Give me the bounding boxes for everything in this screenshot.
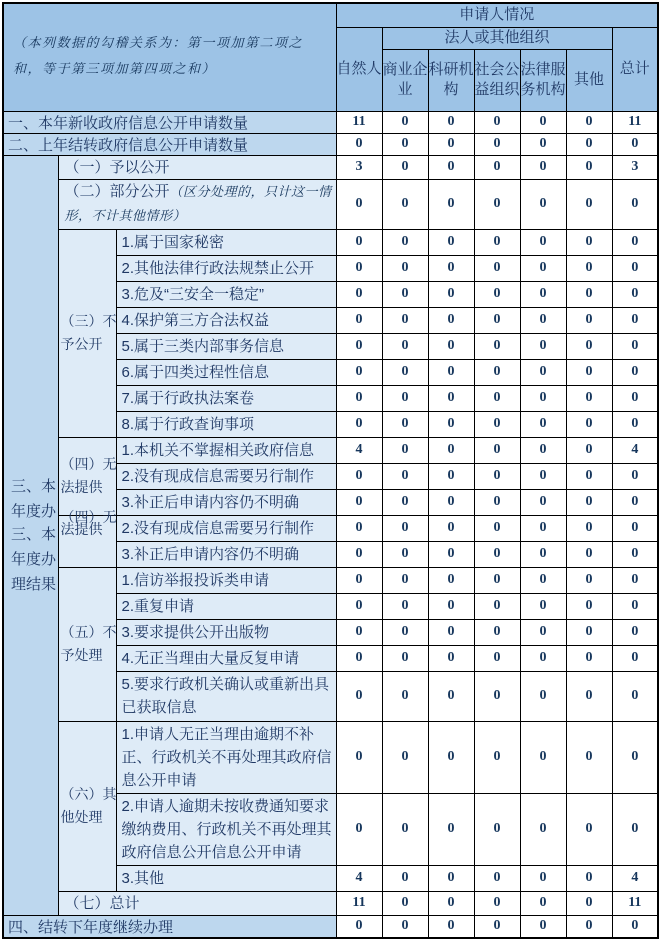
group-label: （二）部分公开（区分处理的，只计这一情形，不计其他情形） <box>58 179 336 229</box>
value-cell: 0 <box>474 411 520 437</box>
value-cell: 0 <box>428 793 474 865</box>
table-row <box>3 155 658 179</box>
value-cell: 0 <box>566 179 612 229</box>
value-cell: 0 <box>474 489 520 515</box>
value-cell: 0 <box>336 255 382 281</box>
value-cell: 0 <box>566 359 612 385</box>
value-cell: 0 <box>612 793 658 865</box>
value-cell: 0 <box>520 333 566 359</box>
value-cell: 0 <box>474 567 520 593</box>
item-label: 7.属于行政执法案卷 <box>116 385 336 411</box>
value-cell: 0 <box>612 541 658 567</box>
header-applicant: 申请人情况 <box>336 3 658 27</box>
value-cell: 0 <box>428 411 474 437</box>
value-cell: 0 <box>382 865 428 891</box>
value-cell: 0 <box>382 155 428 179</box>
value-cell: 0 <box>382 891 428 915</box>
value-cell: 0 <box>520 541 566 567</box>
value-cell: 0 <box>428 155 474 179</box>
value-cell: 0 <box>336 489 382 515</box>
value-cell: 0 <box>382 179 428 229</box>
value-cell: 0 <box>474 307 520 333</box>
value-cell: 0 <box>520 915 566 938</box>
value-cell: 0 <box>474 515 520 541</box>
value-cell: 0 <box>428 179 474 229</box>
group-label: （六）其 他处理 <box>58 721 116 891</box>
value-cell: 0 <box>336 793 382 865</box>
value-cell: 0 <box>382 359 428 385</box>
value-cell: 0 <box>566 915 612 938</box>
value-cell: 4 <box>612 865 658 891</box>
value-cell: 0 <box>612 593 658 619</box>
value-cell: 0 <box>428 515 474 541</box>
value-cell: 0 <box>382 229 428 255</box>
value-cell: 0 <box>566 133 612 155</box>
table-row <box>3 437 658 463</box>
section-label-artifact: 三、本 年度办 <box>11 477 57 520</box>
value-cell: 0 <box>612 619 658 645</box>
header-legal-org: 法人或其他组织 <box>382 27 612 49</box>
value-cell: 11 <box>612 111 658 133</box>
value-cell: 0 <box>474 155 520 179</box>
value-cell: 0 <box>336 333 382 359</box>
value-cell: 0 <box>566 111 612 133</box>
value-cell: 0 <box>520 891 566 915</box>
value-cell: 0 <box>566 567 612 593</box>
value-cell: 0 <box>566 255 612 281</box>
item-label: 3.补正后申请内容仍不明确 <box>116 541 336 567</box>
item-label: 3.其他 <box>116 865 336 891</box>
group-label-text: 法提供 <box>60 520 103 537</box>
item-label: 2.没有现成信息需要另行制作 <box>116 515 336 541</box>
value-cell: 0 <box>520 359 566 385</box>
header-legal-org-col: 其他 <box>566 49 612 111</box>
value-cell: 0 <box>428 359 474 385</box>
value-cell: 0 <box>428 541 474 567</box>
value-cell: 0 <box>336 515 382 541</box>
value-cell: 0 <box>520 721 566 793</box>
value-cell: 11 <box>612 891 658 915</box>
table-row <box>3 915 658 938</box>
value-cell: 0 <box>612 359 658 385</box>
value-cell: 3 <box>612 155 658 179</box>
value-cell: 0 <box>520 437 566 463</box>
value-cell: 0 <box>474 333 520 359</box>
value-cell: 4 <box>336 865 382 891</box>
value-cell: 0 <box>520 155 566 179</box>
value-cell: 0 <box>428 229 474 255</box>
value-cell: 0 <box>520 489 566 515</box>
value-cell: 0 <box>566 515 612 541</box>
header-legal-org-col: 科研机构 <box>428 49 474 111</box>
value-cell: 0 <box>566 281 612 307</box>
value-cell: 0 <box>336 619 382 645</box>
value-cell: 0 <box>336 541 382 567</box>
value-cell: 0 <box>428 437 474 463</box>
group-label: （五）不 予处理 <box>58 567 116 721</box>
value-cell: 0 <box>612 133 658 155</box>
value-cell: 0 <box>612 671 658 721</box>
value-cell: 0 <box>474 385 520 411</box>
item-label: 2.其他法律行政法规禁止公开 <box>116 255 336 281</box>
value-cell: 0 <box>336 229 382 255</box>
value-cell: 0 <box>612 567 658 593</box>
value-cell: 0 <box>566 411 612 437</box>
row-label: 四、结转下年度继续办理 <box>3 915 336 938</box>
table-row <box>3 133 658 155</box>
item-label: 3.补正后申请内容仍不明确 <box>116 489 336 515</box>
value-cell: 0 <box>336 671 382 721</box>
item-label: 1.信访举报投诉类申请 <box>116 567 336 593</box>
value-cell: 0 <box>382 255 428 281</box>
value-cell: 0 <box>612 489 658 515</box>
section-label-text: 三、本 年度办 理结果 <box>11 525 57 593</box>
value-cell: 0 <box>336 593 382 619</box>
table-row <box>3 179 658 229</box>
value-cell: 0 <box>520 567 566 593</box>
value-cell: 0 <box>474 111 520 133</box>
value-cell: 0 <box>566 721 612 793</box>
value-cell: 3 <box>336 155 382 179</box>
value-cell: 0 <box>520 133 566 155</box>
value-cell: 0 <box>520 865 566 891</box>
value-cell: 0 <box>566 671 612 721</box>
value-cell: 0 <box>612 255 658 281</box>
value-cell: 0 <box>474 133 520 155</box>
value-cell: 0 <box>428 333 474 359</box>
value-cell: 0 <box>566 891 612 915</box>
section-label <box>3 155 58 915</box>
value-cell: 0 <box>612 515 658 541</box>
value-cell: 0 <box>428 255 474 281</box>
header-legal-org-col: 商业企业 <box>382 49 428 111</box>
value-cell: 0 <box>474 463 520 489</box>
value-cell: 0 <box>520 281 566 307</box>
value-cell: 11 <box>336 891 382 915</box>
value-cell: 0 <box>382 619 428 645</box>
value-cell: 0 <box>336 385 382 411</box>
value-cell: 0 <box>382 489 428 515</box>
value-cell: 0 <box>474 619 520 645</box>
group-label: （三）不 予公开 <box>58 229 116 437</box>
value-cell: 0 <box>382 541 428 567</box>
value-cell: 0 <box>566 333 612 359</box>
value-cell: 0 <box>382 671 428 721</box>
header-legal-org-col: 法律服务机构 <box>520 49 566 111</box>
value-cell: 4 <box>336 437 382 463</box>
value-cell: 0 <box>382 593 428 619</box>
value-cell: 0 <box>336 721 382 793</box>
value-cell: 0 <box>382 793 428 865</box>
value-cell: 0 <box>474 915 520 938</box>
value-cell: 11 <box>336 111 382 133</box>
report-table <box>2 2 659 939</box>
value-cell: 0 <box>474 541 520 567</box>
group-label: （七）总计 <box>58 891 336 915</box>
value-cell: 4 <box>612 437 658 463</box>
item-label: 5.要求行政机关确认或重新出具已获取信息 <box>116 671 336 721</box>
value-cell: 0 <box>566 307 612 333</box>
value-cell: 0 <box>428 385 474 411</box>
item-label: 2.重复申请 <box>116 593 336 619</box>
value-cell: 0 <box>336 567 382 593</box>
value-cell: 0 <box>520 179 566 229</box>
item-label: 4.无正当理由大量反复申请 <box>116 645 336 671</box>
value-cell: 0 <box>428 593 474 619</box>
note-cell: （本列数据的勾稽关系为：第一项加第二项之和，等于第三项加第四项之和） <box>3 3 336 111</box>
value-cell: 0 <box>382 567 428 593</box>
value-cell: 0 <box>336 133 382 155</box>
value-cell: 0 <box>382 111 428 133</box>
value-cell: 0 <box>428 915 474 938</box>
value-cell: 0 <box>474 891 520 915</box>
value-cell: 0 <box>520 671 566 721</box>
table-row <box>3 567 658 593</box>
value-cell: 0 <box>566 155 612 179</box>
value-cell: 0 <box>336 281 382 307</box>
group-label <box>58 508 117 567</box>
value-cell: 0 <box>382 463 428 489</box>
value-cell: 0 <box>612 645 658 671</box>
item-label: 6.属于四类过程性信息 <box>116 359 336 385</box>
value-cell: 0 <box>566 619 612 645</box>
item-label: 1.本机关不掌握相关政府信息 <box>116 437 336 463</box>
value-cell: 0 <box>428 307 474 333</box>
table-row <box>3 891 658 915</box>
value-cell: 0 <box>382 333 428 359</box>
value-cell: 0 <box>336 359 382 385</box>
value-cell: 0 <box>336 645 382 671</box>
value-cell: 0 <box>428 133 474 155</box>
value-cell: 0 <box>382 721 428 793</box>
value-cell: 0 <box>520 793 566 865</box>
value-cell: 0 <box>566 229 612 255</box>
value-cell: 0 <box>474 865 520 891</box>
item-label: 1.申请人无正当理由逾期不补正、行政机关不再处理其政府信息公开申请 <box>116 721 336 793</box>
value-cell: 0 <box>612 281 658 307</box>
value-cell: 0 <box>428 865 474 891</box>
item-label: 3.危及“三安全一稳定” <box>116 281 336 307</box>
value-cell: 0 <box>566 645 612 671</box>
item-label: 4.保护第三方合法权益 <box>116 307 336 333</box>
value-cell: 0 <box>612 333 658 359</box>
value-cell: 0 <box>520 593 566 619</box>
value-cell: 0 <box>336 179 382 229</box>
row-label: 二、上年结转政府信息公开申请数量 <box>3 133 336 155</box>
value-cell: 0 <box>566 593 612 619</box>
group-label: （四）无 法提供 <box>58 437 116 515</box>
value-cell: 0 <box>612 463 658 489</box>
item-label: 5.属于三类内部事务信息 <box>116 333 336 359</box>
value-cell: 0 <box>566 541 612 567</box>
value-cell: 0 <box>520 307 566 333</box>
value-cell: 0 <box>612 385 658 411</box>
value-cell: 0 <box>612 721 658 793</box>
value-cell: 0 <box>474 645 520 671</box>
value-cell: 0 <box>474 359 520 385</box>
value-cell: 0 <box>520 229 566 255</box>
value-cell: 0 <box>474 179 520 229</box>
value-cell: 0 <box>474 793 520 865</box>
value-cell: 0 <box>382 437 428 463</box>
value-cell: 0 <box>612 307 658 333</box>
value-cell: 0 <box>428 567 474 593</box>
value-cell: 0 <box>612 411 658 437</box>
value-cell: 0 <box>428 891 474 915</box>
value-cell: 0 <box>520 515 566 541</box>
value-cell: 0 <box>520 411 566 437</box>
value-cell: 0 <box>520 463 566 489</box>
value-cell: 0 <box>612 915 658 938</box>
value-cell: 0 <box>520 619 566 645</box>
value-cell: 0 <box>520 255 566 281</box>
row-label: 一、本年新收政府信息公开申请数量 <box>3 111 336 133</box>
value-cell: 0 <box>428 281 474 307</box>
header-row-1 <box>3 3 658 27</box>
value-cell: 0 <box>428 463 474 489</box>
value-cell: 0 <box>612 229 658 255</box>
value-cell: 0 <box>382 133 428 155</box>
value-cell: 0 <box>336 411 382 437</box>
value-cell: 0 <box>474 437 520 463</box>
item-label: 2.没有现成信息需要另行制作 <box>116 463 336 489</box>
value-cell: 0 <box>428 111 474 133</box>
table-row <box>3 721 658 793</box>
header-legal-org-col: 社会公益组织 <box>474 49 520 111</box>
value-cell: 0 <box>474 255 520 281</box>
value-cell: 0 <box>474 281 520 307</box>
value-cell: 0 <box>612 179 658 229</box>
value-cell: 0 <box>474 671 520 721</box>
value-cell: 0 <box>382 411 428 437</box>
value-cell: 0 <box>428 671 474 721</box>
value-cell: 0 <box>336 463 382 489</box>
value-cell: 0 <box>566 385 612 411</box>
item-label: 2.申请人逾期未按收费通知要求缴纳费用、行政机关不再处理其政府信息公开信息公开申请 <box>116 793 336 865</box>
value-cell: 0 <box>520 645 566 671</box>
table-row <box>3 229 658 255</box>
value-cell: 0 <box>428 645 474 671</box>
header-natural-person: 自然人 <box>336 27 382 111</box>
value-cell: 0 <box>566 437 612 463</box>
value-cell: 0 <box>382 645 428 671</box>
value-cell: 0 <box>566 463 612 489</box>
value-cell: 0 <box>382 281 428 307</box>
header-total: 总计 <box>612 27 658 111</box>
value-cell: 0 <box>428 489 474 515</box>
item-label: 1.属于国家秘密 <box>116 229 336 255</box>
item-label: 8.属于行政查询事项 <box>116 411 336 437</box>
group-label: （一）予以公开 <box>58 155 336 179</box>
value-cell: 0 <box>428 721 474 793</box>
value-cell: 0 <box>520 111 566 133</box>
table-row <box>3 111 658 133</box>
value-cell: 0 <box>520 385 566 411</box>
item-label: 3.要求提供公开出版物 <box>116 619 336 645</box>
value-cell: 0 <box>428 619 474 645</box>
value-cell: 0 <box>336 915 382 938</box>
value-cell: 0 <box>336 307 382 333</box>
value-cell: 0 <box>566 793 612 865</box>
value-cell: 0 <box>566 489 612 515</box>
value-cell: 0 <box>474 229 520 255</box>
value-cell: 0 <box>382 915 428 938</box>
value-cell: 0 <box>566 865 612 891</box>
value-cell: 0 <box>382 385 428 411</box>
table-row <box>3 515 658 541</box>
value-cell: 0 <box>382 307 428 333</box>
value-cell: 0 <box>474 593 520 619</box>
value-cell: 0 <box>474 721 520 793</box>
group-label-clipped: （四）无 <box>60 508 117 525</box>
value-cell: 0 <box>382 515 428 541</box>
